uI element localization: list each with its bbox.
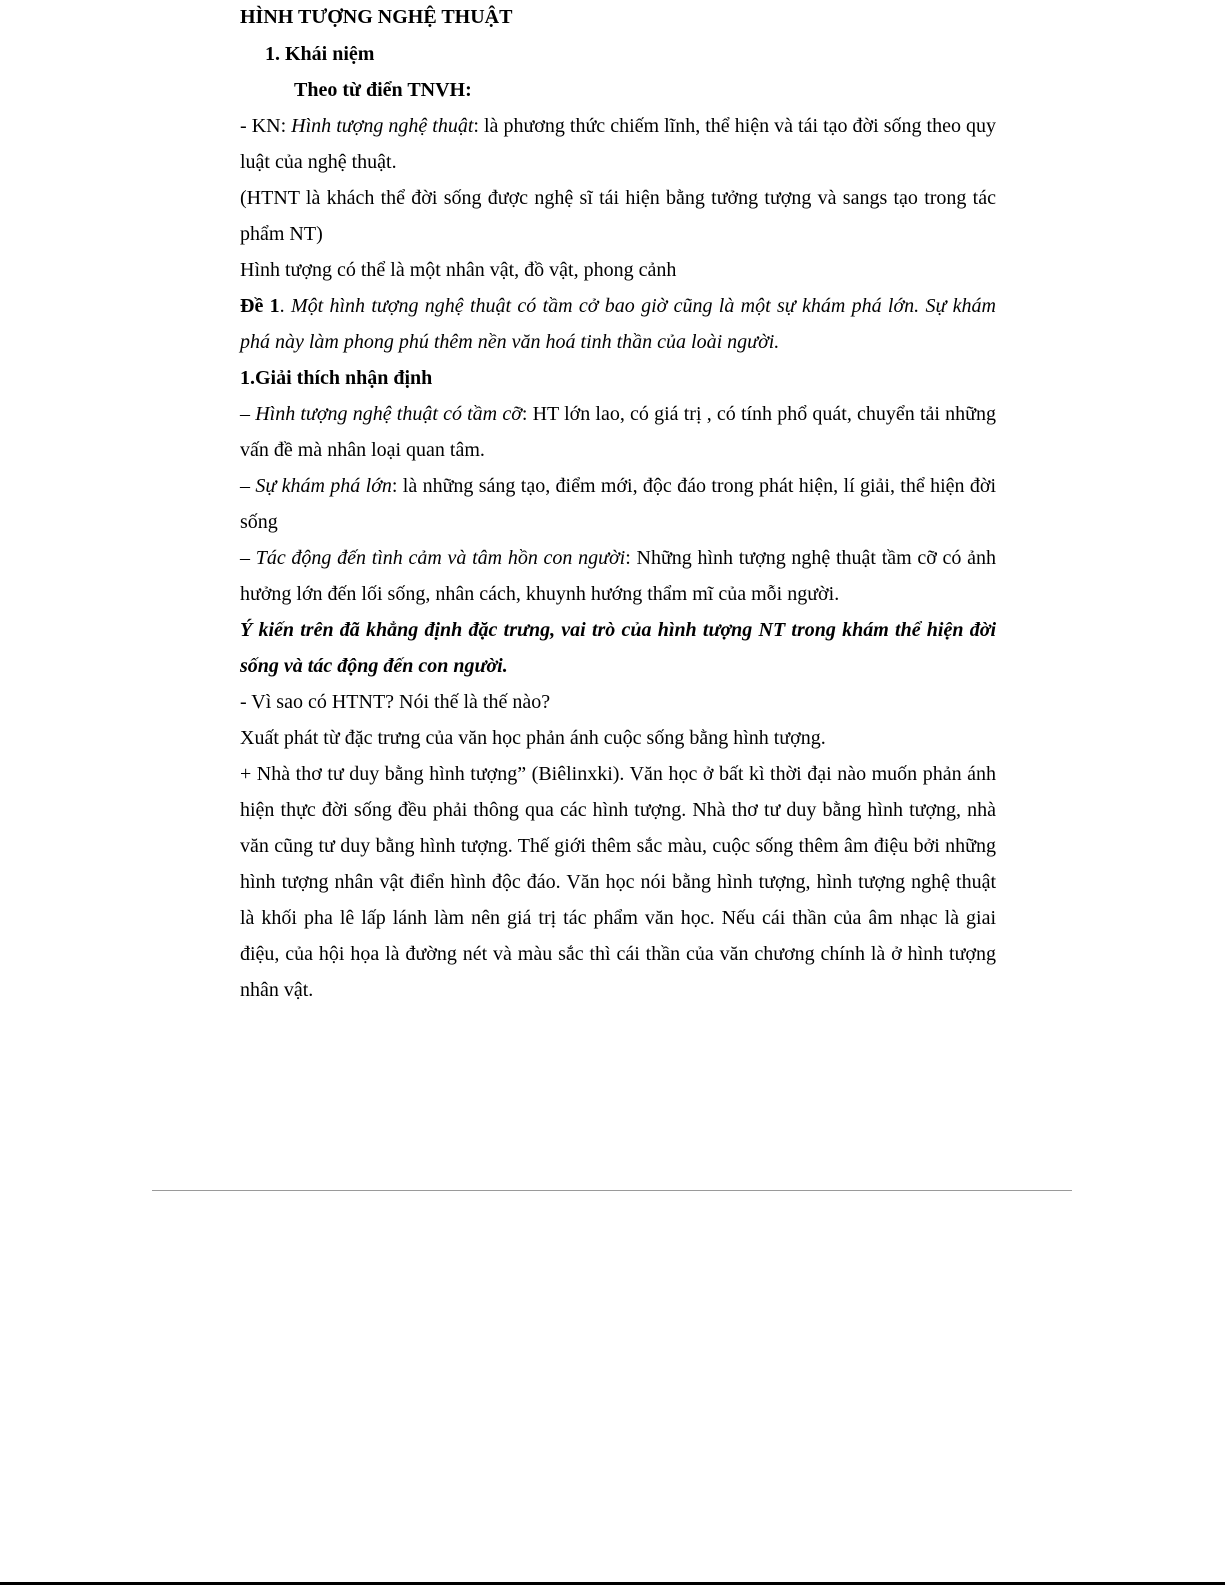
- prompt-paragraph: [240, 288, 996, 360]
- bullet-text: : Những hình tượng nghệ thuật tầm cỡ có ảnh hưởng lớn đến lối sống, nhân cách, khuynh hướng thẩm mĩ của mỗi người.: [240, 547, 996, 605]
- prompt-separator: .: [279, 295, 291, 317]
- bullet-paragraph-3: [240, 540, 996, 612]
- definition-term: Hình tượng nghệ thuật: [291, 115, 474, 137]
- bullet-paragraph-2: [240, 468, 996, 540]
- section-heading-concept: 1. Khái niệm: [265, 43, 375, 65]
- document-body: [240, 0, 996, 1008]
- subheading-dictionary: Theo từ điển TNVH:: [294, 79, 472, 101]
- document-title: HÌNH TƯỢNG NGHỆ THUẬT: [240, 6, 513, 28]
- origin-paragraph: Xuất phát từ đặc trưng của văn học phản ánh cuộc sống bằng hình tượng.: [240, 727, 826, 749]
- bullet-text: : HT lớn lao, có giá trị , có tính phổ quát, chuyển tải những vấn đề mà nhân loại quan tâm.: [240, 403, 997, 461]
- bullet-term: Sự khám phá lớn: [255, 475, 392, 497]
- prompt-text: Một hình tượng nghệ thuật có tầm cở bao giờ cũng là một sự khám phá lớn. Sự khám phá này làm phong phú thêm nền văn hoá tinh thần của loài người.: [240, 295, 997, 353]
- bullet-term: Tác động đến tình cảm và tâm hồn con người: [255, 547, 626, 569]
- bullet-paragraph-1: [240, 396, 996, 468]
- conclusion-paragraph: Ý kiến trên đã khẳng định đặc trưng, vai trò của hình tượng NT trong khám thể hiện đời sống và tác động đến con người.: [240, 619, 996, 677]
- bullet-dash: –: [240, 547, 256, 569]
- prompt-label: Đề 1: [240, 295, 280, 317]
- definition-text: : là phương thức chiếm lĩnh, thể hiện và tái tạo đời sống theo quy luật của nghệ thuật.: [240, 115, 996, 173]
- question-paragraph: - Vì sao có HTNT? Nói thế là thế nào?: [240, 691, 551, 713]
- bullet-dash: –: [240, 403, 256, 425]
- definition-paragraph: [240, 108, 996, 180]
- bullet-term: Hình tượng nghệ thuật có tầm cỡ: [255, 403, 522, 425]
- bullet-text: : là những sáng tạo, điểm mới, độc đáo trong phát hiện, lí giải, thể hiện đời sống: [240, 475, 997, 533]
- final-paragraph: + Nhà thơ tư duy bằng hình tượng” (Biêlinxki). Văn học ở bất kì thời đại nào muốn phản ánh hiện thực đời sống đều phải thông qua các hình tượng. Nhà thơ tư duy bằng hình tượng, nhà văn cũng tư duy bằng hình tượng. Thế giới thêm sắc màu, cuộc sống thêm âm điệu bởi những hình tượng nhân vật điển hình độc đáo. Văn học nói bằng hình tượng, hình tượng nghệ thuật là khối pha lê lấp lánh làm nên giá trị tác phẩm văn học. Nếu cái thần của âm nhạc là giai điệu, của hội họa là đường nét và màu sắc thì cái thần của văn chương chính là ở hình tượng nhân vật.: [240, 763, 996, 1001]
- bullet-dash: –: [240, 475, 256, 497]
- htnt-examples-paragraph: Hình tượng có thể là một nhân vật, đồ vật, phong cảnh: [240, 259, 677, 281]
- page-divider: [152, 1190, 1072, 1191]
- htnt-note-paragraph: (HTNT là khách thể đời sống được nghệ sĩ tái hiện bằng tưởng tượng và sangs tạo trong tác phẩm NT): [240, 187, 996, 245]
- explain-heading: 1.Giải thích nhận định: [240, 367, 433, 389]
- definition-prefix: - KN:: [240, 115, 292, 137]
